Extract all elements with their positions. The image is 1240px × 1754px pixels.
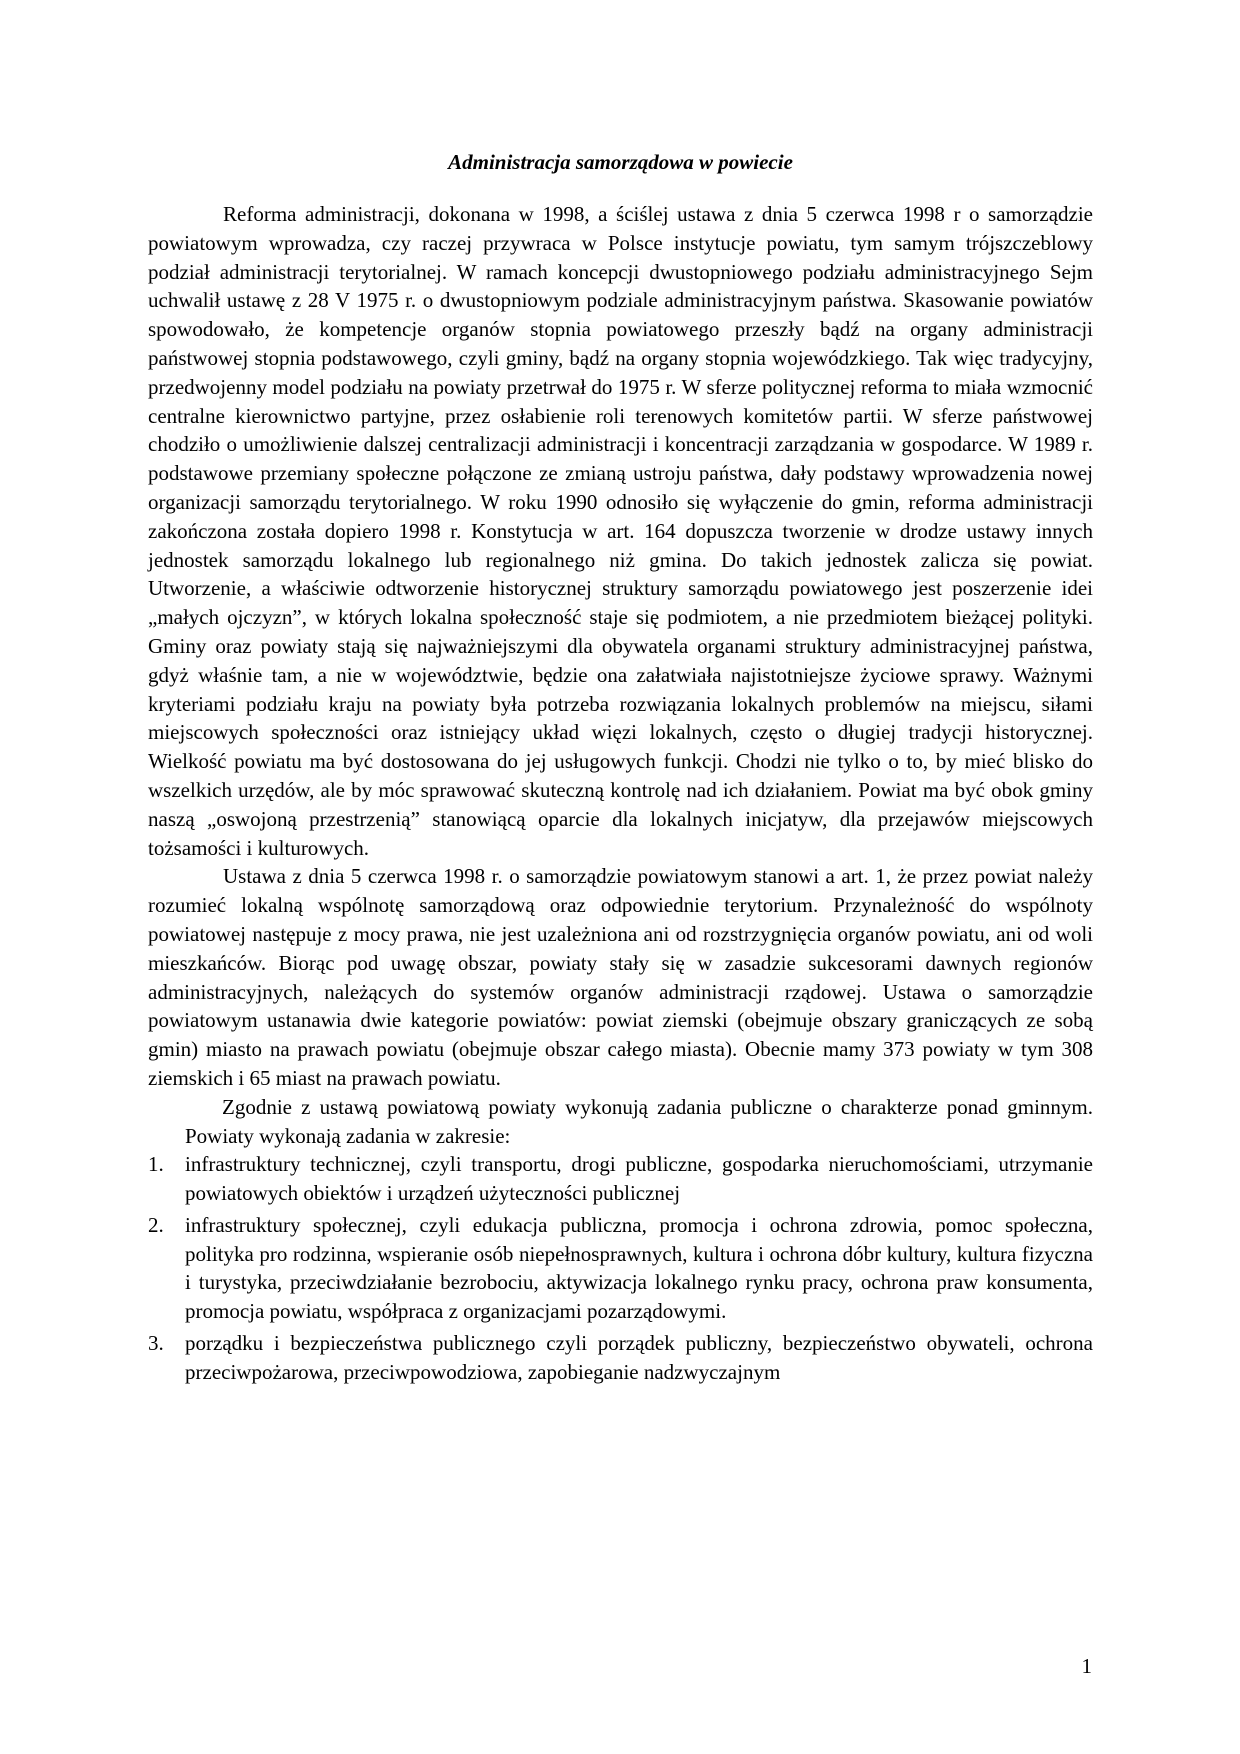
list-number: 3. xyxy=(148,1331,164,1356)
list-item xyxy=(148,1150,1093,1208)
list-item xyxy=(148,1329,1093,1387)
list-number: 1. xyxy=(148,1152,164,1177)
list-number: 2. xyxy=(148,1212,164,1237)
task-list xyxy=(148,1150,1093,1386)
list-intro: Zgodnie z ustawą powiatową powiaty wykonują zadania publiczne o charakterze ponad gminnym. Powiaty wykonają zadania w zakresie: xyxy=(185,1094,1093,1148)
document-page xyxy=(148,0,1093,1754)
document-title: Administracja samorządowa w powiecie xyxy=(448,150,793,174)
document-body xyxy=(148,200,1093,1390)
page-number: 1 xyxy=(1081,1654,1092,1678)
paragraph: Ustawa z dnia 5 czerwca 1998 r. o samorządzie powiatowym stanowi a art. 1, że przez powiat należy rozumieć lokalną wspólnotę samorządową oraz odpowiednie terytorium. Przynależność do wspólnoty powiatowej następuje z mocy prawa, nie jest uzależniona ani od rozstrzygnięcia organów powiatu, ani od woli mieszkańców. Biorąc pod uwagę obszar, powiaty stały się w zasadzie sukcesorami dawnych regionów administracyjnych, należących do systemów organów administracji rządowej. Ustawa o samorządzie powiatowym ustanawia dwie kategorie powiatów: powiat ziemski (obejmuje obszary graniczących ze sobą gmin) miasto na prawach powiatu (obejmuje obszar całego miasta). Obecnie mamy 373 powiaty w tym 308 ziemskich i 65 miast na prawach powiatu. xyxy=(148,864,1093,1090)
list-item-text: infrastruktury technicznej, czyli transportu, drogi publiczne, gospodarka nieruchomościami, utrzymanie powiatowych obiektów i urządzeń użyteczności publicznej xyxy=(185,1152,1093,1206)
paragraph: Reforma administracji, dokonana w 1998, a ściślej ustawa z dnia 5 czerwca 1998 r o samorządzie powiatowym wprowadza, czy raczej przywraca w Polsce instytucje powiatu, tym samym trójszczeblowy podział administracji terytorialnej. W ramach koncepcji dwustopniowego podziału administracyjnego Sejm uchwalił ustawę z 28 V 1975 r. o dwustopniowym podziale administracyjnym państwa. Skasowanie powiatów spowodowało, że kompetencje organów stopnia powiatowego przeszły bądź na organy administracji państwowej stopnia podstawowego, czyli gminy, bądź na organy stopnia wojewódzkiego. Tak więc tradycyjny, przedwojenny model podziału na powiaty przetrwał do 1975 r. W sferze politycznej reforma to miała wzmocnić centralne kierownictwo partyjne, przez osłabienie roli terenowych komitetów partii. W sferze państwowej chodziło o umożliwienie dalszej centralizacji administracji i koncentracji zarządzania w gospodarce. W 1989 r. podstawowe przemiany społeczne połączone ze zmianą ustroju państwa, dały podstawy wprowadzenia nowej organizacji samorządu terytorialnego. W roku 1990 odnosiło się wyłączenie do gmin, reforma administracji zakończona została dopiero 1998 r. Konstytucja w art. 164 dopuszcza tworzenie w drodze ustawy innych jednostek samorządu lokalnego lub regionalnego niż gmina. Do takich jednostek zalicza się powiat. Utworzenie, a właściwie odtworzenie historycznej struktury samorządu powiatowego jest poszerzenie idei „małych ojczyzn”, w których lokalna społeczność staje się podmiotem, a nie przedmiotem bieżącej polityki. Gminy oraz powiaty stają się najważniejszymi dla obywatela organami struktury administracyjnej państwa, gdyż właśnie tam, a nie w województwie, będzie ona załatwiała najistotniejsze życiowe sprawy. Ważnymi kryteriami podziału kraju na powiaty była potrzeba rozwiązania lokalnych problemów na miejscu, siłami miejscowych społeczności oraz istniejący układ więzi lokalnych, często o długiej tradycji historycznej. Wielkość powiatu ma być dostosowana do jej usługowych funkcji. Chodzi nie tylko o to, by mieć blisko do wszelkich urzędów, ale by móc sprawować skuteczną kontrolę nad ich działaniem. Powiat ma być obok gminy naszą „oswojoną przestrzenią” stanowiącą oparcie dla lokalnych inicjatyw, dla przejawów miejscowych tożsamości i kulturowych. xyxy=(148,202,1093,860)
list-item-text: infrastruktury społecznej, czyli edukacja publiczna, promocja i ochrona zdrowia, pomoc społeczna, polityka pro rodzinna, wspieranie osób niepełnosprawnych, kultura i ochrona dóbr kultury, kultura fizyczna i turystyka, przeciwdziałanie bezrobociu, aktywizacja lokalnego rynku pracy, ochrona praw konsumenta, promocja powiatu, współpraca z organizacjami pozarządowymi. xyxy=(185,1212,1093,1324)
list-item xyxy=(148,1211,1093,1326)
list-item-text: porządku i bezpieczeństwa publicznego czyli porządek publiczny, bezpieczeństwo obywateli, ochrona przeciwpożarowa, przeciwpowodziowa, zapobieganie nadzwyczajnym xyxy=(185,1331,1093,1384)
